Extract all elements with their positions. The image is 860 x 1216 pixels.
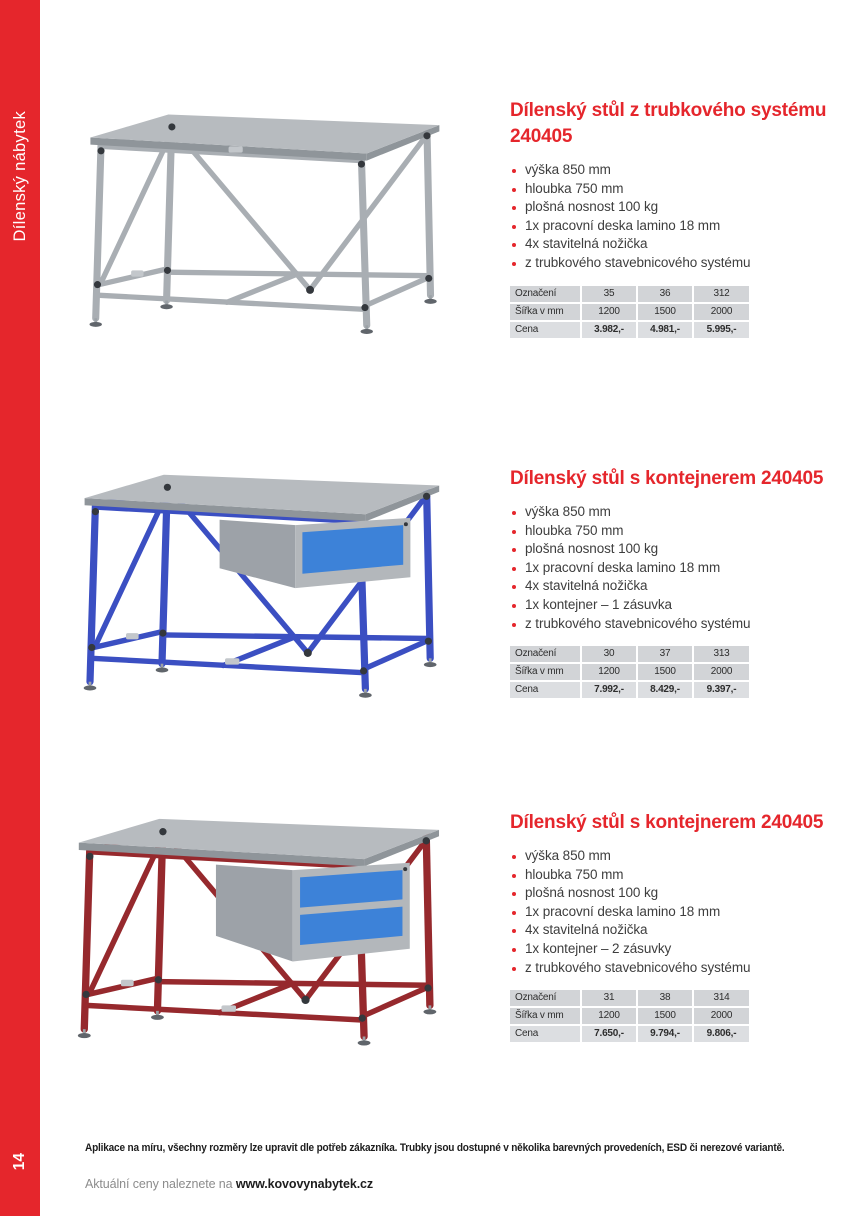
table-cell-price: 7.650,-: [582, 1026, 636, 1042]
category-label: Dílenský nábytek: [10, 110, 29, 242]
bullet-icon: [512, 585, 516, 589]
table-cell-price: 8.429,-: [638, 682, 692, 698]
product-section-3: [510, 810, 840, 1042]
price-table: [510, 990, 749, 1042]
bullet-icon: [512, 511, 516, 515]
bullet-icon: [512, 206, 516, 210]
website-link[interactable]: www.kovovynabytek.cz: [235, 1177, 374, 1191]
feature-item: 4x stavitelná nožička: [510, 921, 840, 940]
adjustable-feet: [78, 1005, 436, 1045]
table-cell-price: 7.992,-: [582, 682, 636, 698]
table-cell-price: 3.982,-: [582, 322, 636, 338]
table-cell: 37: [638, 646, 692, 662]
bullet-icon: [512, 262, 516, 266]
table-row-label: Označení: [510, 990, 580, 1006]
product-title: [510, 810, 840, 836]
feature-list: [510, 503, 840, 633]
tabletop: [90, 115, 439, 161]
table-row-label: Šířka v mm: [510, 304, 580, 320]
tabletop: [79, 819, 439, 867]
feature-item: výška 850 mm: [510, 847, 840, 866]
price-table: [510, 646, 749, 698]
bullet-icon: [512, 623, 516, 627]
table-row-label: Šířka v mm: [510, 664, 580, 680]
table-row-label: Označení: [510, 286, 580, 302]
drawer-container: [216, 863, 410, 962]
bullet-icon: [512, 874, 516, 878]
bullet-icon: [512, 855, 516, 859]
table-cell-price: 9.794,-: [638, 1026, 692, 1042]
table-cell: 31: [582, 990, 636, 1006]
table-cell: 2000: [694, 1008, 749, 1024]
product-title: [510, 98, 840, 150]
lock-icon: [404, 522, 408, 526]
product-title-line1: Dílenský stůl z trubkového systému: [510, 100, 827, 121]
product-image-tube-table: [78, 102, 450, 352]
table-cell-price: 5.995,-: [694, 322, 749, 338]
table-row-label: Označení: [510, 646, 580, 662]
feature-list: [510, 161, 840, 273]
table-cell: 1200: [582, 664, 636, 680]
table-cell: 1500: [638, 664, 692, 680]
category-sidebar: [0, 0, 40, 1216]
bullet-icon: [512, 911, 516, 915]
footer-prices-line: [85, 1177, 373, 1191]
feature-item: hloubka 750 mm: [510, 866, 840, 885]
table-cell: 314: [694, 990, 749, 1006]
feature-item: hloubka 750 mm: [510, 522, 840, 541]
feature-list: [510, 847, 840, 977]
table-cell: 38: [638, 990, 692, 1006]
page-number-wrap: [0, 1138, 40, 1186]
category-label-wrap: [0, 95, 40, 257]
table-cell-price: 4.981,-: [638, 322, 692, 338]
bullet-icon: [512, 188, 516, 192]
table-row-label: Šířka v mm: [510, 1008, 580, 1024]
bullet-icon: [512, 604, 516, 608]
table-cell-price: 9.397,-: [694, 682, 749, 698]
product-image-table-one-drawer: [72, 462, 450, 716]
product-image-table-two-drawers: [66, 806, 450, 1064]
feature-item: plošná nosnost 100 kg: [510, 884, 840, 903]
table-cell: 36: [638, 286, 692, 302]
feature-item: 4x stavitelná nožička: [510, 235, 840, 254]
feature-item: 1x pracovní deska lamino 18 mm: [510, 217, 840, 236]
feature-item: 4x stavitelná nožička: [510, 577, 840, 596]
table-row-label: Cena: [510, 1026, 580, 1042]
bullet-icon: [512, 243, 516, 247]
bullet-icon: [512, 967, 516, 971]
adjustable-feet: [90, 295, 437, 334]
page-number: 14: [11, 1153, 28, 1171]
feature-item: výška 850 mm: [510, 161, 840, 180]
footer-custom-note: Aplikace na míru, všechny rozměry lze upravit dle potřeb zákazníka. Trubky jsou dostupné v několika barevných provedeních, ESD či nerezové variantě.: [85, 1142, 785, 1154]
feature-item: 1x pracovní deska lamino 18 mm: [510, 903, 840, 922]
feature-item: 1x kontejner – 1 zásuvka: [510, 596, 840, 615]
product-title-line1: Dílenský stůl s kontejnerem 240405: [510, 812, 824, 833]
feature-item: z trubkového stavebnicového systému: [510, 254, 840, 273]
bullet-icon: [512, 929, 516, 933]
bullet-icon: [512, 169, 516, 173]
feature-item: z trubkového stavebnicového systému: [510, 959, 840, 978]
adjustable-feet: [84, 658, 437, 697]
bullet-icon: [512, 548, 516, 552]
table-cell: 1500: [638, 1008, 692, 1024]
feature-item: 1x kontejner – 2 zásuvky: [510, 940, 840, 959]
table-cell: 2000: [694, 304, 749, 320]
bullet-icon: [512, 892, 516, 896]
table-cell-price: 9.806,-: [694, 1026, 749, 1042]
bullet-icon: [512, 530, 516, 534]
feature-item: plošná nosnost 100 kg: [510, 540, 840, 559]
table-cell: 30: [582, 646, 636, 662]
product-title-line2: 240405: [510, 126, 573, 147]
table-row-label: Cena: [510, 682, 580, 698]
product-title: [510, 466, 840, 492]
table-row-label: Cena: [510, 322, 580, 338]
product-section-1: [510, 98, 840, 338]
table-cell: 35: [582, 286, 636, 302]
feature-item: plošná nosnost 100 kg: [510, 198, 840, 217]
table-cell: 313: [694, 646, 749, 662]
lock-icon: [403, 867, 407, 871]
feature-item: výška 850 mm: [510, 503, 840, 522]
table-cell: 1200: [582, 1008, 636, 1024]
tabletop: [85, 475, 440, 522]
table-cell: 1500: [638, 304, 692, 320]
table-cell: 1200: [582, 304, 636, 320]
bullet-icon: [512, 225, 516, 229]
bullet-icon: [512, 567, 516, 571]
feature-item: hloubka 750 mm: [510, 180, 840, 199]
table-cell: 312: [694, 286, 749, 302]
price-table: [510, 286, 749, 338]
feature-item: 1x pracovní deska lamino 18 mm: [510, 559, 840, 578]
product-title-line1: Dílenský stůl s kontejnerem 240405: [510, 468, 824, 489]
drawer-container: [220, 518, 411, 588]
bullet-icon: [512, 948, 516, 952]
table-cell: 2000: [694, 664, 749, 680]
footer-prices-prefix: Aktuální ceny naleznete na: [85, 1177, 236, 1191]
product-section-2: [510, 466, 840, 698]
feature-item: z trubkového stavebnicového systému: [510, 615, 840, 634]
